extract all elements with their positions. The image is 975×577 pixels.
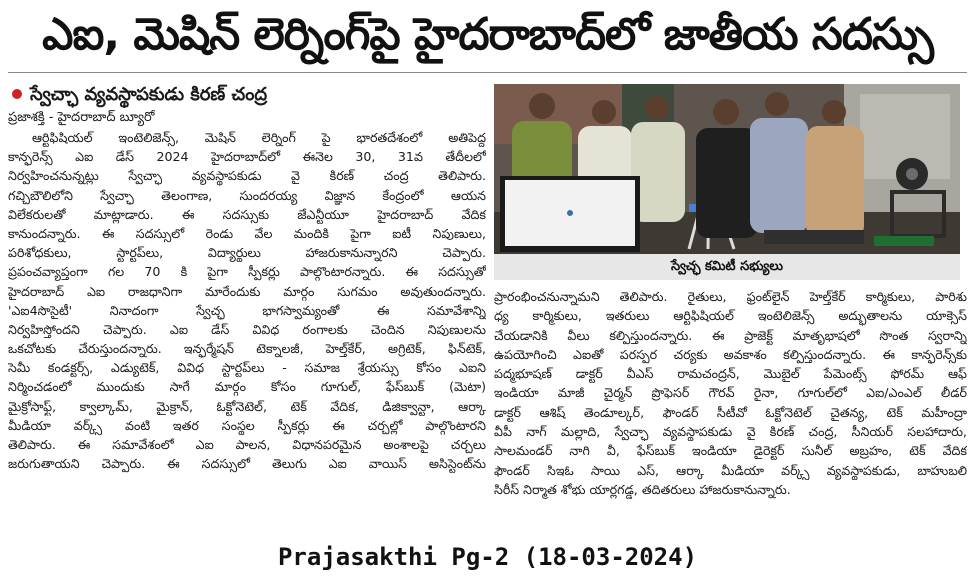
text-line: చేయడానికి వీలు కల్పిస్తుందన్నారు. ఈ ప్రాజెక్ట్ మాతృభాషలో సొంత స్వరాన్ని bbox=[494, 327, 967, 343]
text-line: సెమీ కండక్టర్స్, ఎడ్యుటెక్, వివిధ స్టార్టప్‌లు - సమాజ శ్రేయస్సు కోసం ఎఐని bbox=[8, 360, 486, 376]
text-line: సాలమండర్ నాగి వీ, ఫేస్‌బుక్ ఇండియా డైరెక్టర్ సునీల్ అబ్రహం, టెక్ వేదిక bbox=[494, 443, 967, 459]
bullet-icon bbox=[12, 89, 22, 99]
text-line: నిర్వహిస్తోందని చెప్పారు. ఎఐ డేస్ వివిధ రంగాలకు చెందిన నిపుణులను bbox=[8, 321, 486, 337]
text-line: ఒకచోటకు చేరుస్తుందన్నారు. ఇన్ఫర్మేషన్ టెక్నాలజీ, హెల్త్‌కేర్, అగ్రిటెక్, ఫిన్‌టెక్, bbox=[8, 341, 486, 357]
text-line: ప్రపంచవ్యాప్తంగా గల 70 కి పైగా స్పీకర్లు పాల్గొంటారన్నారు. ఈ సదస్సుతో bbox=[8, 264, 486, 280]
photo-caption: స్వేచ్ఛ కమిటీ సభ్యులు bbox=[494, 254, 960, 280]
text-line: డాక్టర్ ఆశిష్ తెండూల్కర్, ఫౌండర్ సీటీవో ఓక్టోనెటెల్ చైతన్య, టెక్ మహీంద్రా bbox=[494, 404, 967, 420]
text-line: మీడియా వర్క్స్ వంటి ఇతర సంస్థల స్పీకర్లు ఈ చర్చల్లో పాల్గొంటారని bbox=[8, 417, 486, 433]
text-line: నిర్వహించనున్నట్లు స్వేచ్ఛా వ్యవస్థాపకుడు వై కిరణ్ చంద్ర తెలిపారు. bbox=[8, 168, 486, 184]
text-line: హైదరాబాద్ ఎఐ రాజధానిగా మారేందుకు మార్గం సుగమం అవుతుందన్నారు. bbox=[8, 283, 486, 299]
byline bbox=[8, 82, 486, 108]
photo-illustration bbox=[494, 84, 960, 254]
dateline: ప్రజాశక్తి - హైదరాబాద్ బ్యూరో bbox=[8, 110, 155, 125]
text-line: ఇండియా మాజీ చైర్మన్ ప్రొఫెసర్ గౌరవ్ రైనా, గూగుల్‌లో ఎఐ/ఎంఎల్ లీడర్ bbox=[494, 385, 967, 401]
text-line: పద్మభూషణ్ డాక్టర్ వీఎస్ రామచంద్రన్, మొబైల్ పేమెంట్స్ ఫోరమ్ ఆఫ్ bbox=[494, 366, 967, 382]
text-line: గచ్చిబౌలిలోని స్వేచ్ఛా తెలంగాణ, సుందరయ్య విజ్ఞాన కేంద్రంలో ఆయన bbox=[8, 187, 486, 203]
article-column-right bbox=[494, 287, 967, 537]
byline-text: స్వేచ్ఛా వ్యవస్థాపకుడు కిరణ్ చంద్ర bbox=[30, 84, 268, 105]
text-line: ప్రారంభించనున్నామని తెలిపారు. రైతులు, ఫ్రంట్‌లైన్ హెల్త్‌కేర్ కార్మికులు, పారిశు bbox=[494, 289, 967, 304]
text-line: కానుందన్నారు. ఈ సదస్సులో రెండు వేల మందికి పైగా ఐటీ నిపుణులు, bbox=[8, 225, 486, 241]
text-line: నిర్మించడంలో ముందుకు సాగే మార్గం కోసం గూగుల్, ఫేస్‌బుక్ (మెటా) bbox=[8, 379, 486, 395]
headline: ఎఐ, మెషిన్ లెర్నింగ్‌పై హైదరాబాద్‌లో జాతీయ సదస్సు bbox=[42, 9, 933, 60]
text-line: విలేకరులతో మాట్లాడారు. ఈ సదస్సుకు జేఎన్టీయూ హైదరాబాద్ వేదిక bbox=[8, 206, 486, 222]
text-line: వీపీ నాగ్ మల్లాది, స్వేచ్ఛా వ్యవస్థాపకుడు వై కిరణ్ చంద్ర, సీనియర్ సలహాదారు, bbox=[494, 424, 967, 440]
text-line: మైక్రోసాఫ్ట్, క్వాల్కామ్, మైక్రాన్, ఓక్టోనెటెల్, టెక్ వేదిక, డిజిక్వాన్టా, ఆర్కా bbox=[8, 398, 486, 414]
article-column-left bbox=[8, 128, 486, 548]
text-line: 'ఎఐ4సొసైటీ' నినాదంగా స్వేచ్ఛ భాగస్వామ్యంతో ఈ సమావేశాన్ని bbox=[8, 302, 486, 318]
text-line: జరుగుతాయని చెప్పారు. ఈ సదస్సులో తెలుగు ఎఐ వాయిస్ అసిస్టెంట్‌ను bbox=[8, 456, 486, 472]
text-line: ఫౌండర్ సిఇఓ సాయి ఎస్, ఆర్కా మీడియా వర్క్స్ వ్యవస్థాపకుడు, బాహుబలి bbox=[494, 462, 967, 478]
text-line: ధ్య కార్మికులు, ఇతరులు ఆర్టిఫిషియల్ ఇంటెలిజెన్స్ అద్భుతాలను యాక్సెస్ bbox=[494, 308, 967, 324]
text-line: ఉపయోగించి ఎఐతో పరస్పర చర్యకు అవకాశం కల్పిస్తుందన్నారు. ఈ కాన్ఫరెన్స్‌కు bbox=[494, 346, 967, 362]
text-line: పరిశోధకులు, స్టార్టప్‌లు, విద్యార్థులు హాజరుకానున్నారని చెప్పారు. bbox=[8, 245, 486, 261]
headline-divider bbox=[8, 72, 967, 73]
text-line: సిరీస్ నిర్మాత శోభు యార్లగడ్డ, తదితరులు హాజరుకానున్నారు. bbox=[494, 481, 791, 497]
committee-photo bbox=[494, 84, 960, 254]
text-line: తెలిపారు. ఈ సమావేశంలో ఎఐ పాలన, విధానపరమైన అంశాలపై చర్చలు bbox=[8, 437, 486, 452]
text-line: కాన్ఫరెన్స్ ఎఐ డేస్ 2024 హైదరాబాద్‌లో ఈనెల 30, 31వ తేదీలలో bbox=[8, 149, 486, 165]
text-line: ఆర్టిఫిషియల్ ఇంటెలిజెన్స్, మెషిన్ లెర్నింగ్ పై భారతదేశంలో అతిపెద్ద bbox=[32, 130, 486, 145]
source-label: Prajasakthi Pg-2 (18-03-2024) bbox=[277, 543, 698, 571]
